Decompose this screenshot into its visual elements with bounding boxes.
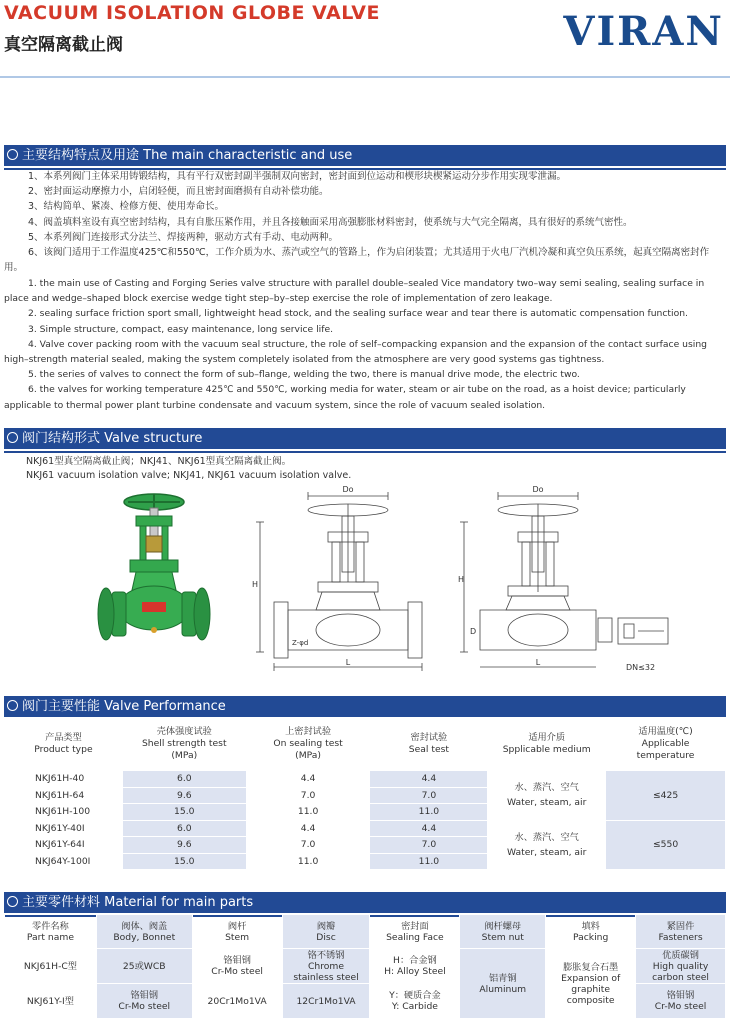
header-cell: 零件名称 Part name bbox=[5, 915, 97, 949]
header-cell: 阀体、阀盖 Body, Bonnet bbox=[96, 915, 192, 949]
cell-type: NKJ61Y-64I bbox=[5, 837, 123, 854]
table-row bbox=[5, 949, 726, 984]
cell-body: 铬钼钢 Cr-Mo steel bbox=[96, 984, 192, 1019]
section-header-main bbox=[4, 145, 726, 166]
cell-seal: 7.0 bbox=[370, 837, 488, 854]
dim-l-label: L bbox=[345, 658, 351, 667]
cell-type: NKJ61H-100 bbox=[5, 804, 123, 821]
cell-seal: 4.4 bbox=[370, 771, 488, 788]
cell-upper: 7.0 bbox=[246, 837, 370, 854]
cell-medium: 水、蒸汽、空气 Water, steam, air bbox=[488, 771, 606, 821]
header-cell: 阀杆螺母 Stem nut bbox=[460, 915, 546, 949]
cell-body: 25或WCB bbox=[96, 949, 192, 984]
cell-type: NKJ61Y-40I bbox=[5, 820, 123, 837]
cell-type: NKJ61H-40 bbox=[5, 771, 123, 788]
cell-disc: 12Cr1Mo1VA bbox=[282, 984, 370, 1019]
table-row bbox=[5, 820, 726, 837]
en-item: 3. Simple structure, compact, easy maintenance, long service life. bbox=[28, 323, 334, 335]
header-cell: 阀杆 Stem bbox=[192, 915, 282, 949]
cell-seal: H：合金钢 H: Alloy Steel bbox=[370, 949, 460, 984]
cn-item: 5、本系列阀门连接形式分法兰、焊接两种，驱动方式有手动、电动两种。 bbox=[28, 231, 339, 243]
cell-fastener: 铬钼钢 Cr-Mo steel bbox=[636, 984, 726, 1019]
cell-seal: 11.0 bbox=[370, 853, 488, 870]
cell-packing: 膨胀复合石墨 Expansion of graphite composite bbox=[546, 949, 636, 1019]
structure-line-en: NKJ61 vacuum isolation valve; NKJ41, NKJ61 vacuum isolation valve. bbox=[26, 470, 352, 481]
section-title: 阀门结构形式 Valve structure bbox=[22, 431, 203, 446]
bullet-circle-icon bbox=[7, 896, 18, 907]
dim-h-label: H bbox=[252, 580, 259, 589]
header-cell: 壳体强度试验 Shell strength test (MPa) bbox=[122, 718, 246, 771]
section-header-structure bbox=[4, 428, 726, 449]
cell-shell: 9.6 bbox=[122, 837, 246, 854]
cell-part: NKJ61H-C型 bbox=[5, 949, 97, 984]
header-divider bbox=[0, 76, 730, 78]
cell-shell: 6.0 bbox=[122, 771, 246, 788]
header-cell: 阀瓣 Disc bbox=[282, 915, 370, 949]
dim-d-label: D bbox=[470, 627, 477, 636]
cell-fastener: 优质碳钢 High quality carbon steel bbox=[636, 949, 726, 984]
cell-upper: 11.0 bbox=[246, 853, 370, 870]
cell-shell: 15.0 bbox=[122, 804, 246, 821]
cn-item: 3、结构简单、紧凑、检修方便、使用寿命长。 bbox=[28, 201, 225, 213]
table-header-row bbox=[5, 718, 726, 771]
note-dn: DN≤32 bbox=[626, 663, 656, 672]
header-cell: 适用介质 Spplicable medium bbox=[488, 718, 606, 771]
bullet-circle-icon bbox=[7, 149, 18, 160]
cell-upper: 7.0 bbox=[246, 787, 370, 804]
dim-h-label: H bbox=[458, 575, 465, 584]
brand-logo: VIRAN bbox=[563, 8, 724, 55]
header-cell: 适用温度(℃) Applicable temperature bbox=[606, 718, 726, 771]
cell-seal: 11.0 bbox=[370, 804, 488, 821]
table-header-row bbox=[5, 915, 726, 949]
section-title: 主要零件材料 Material for main parts bbox=[22, 895, 254, 910]
valve-drawing-welded bbox=[458, 482, 726, 672]
header-cell: 上密封试验 On sealing test (MPa) bbox=[246, 718, 370, 771]
valve-drawing-flanged bbox=[248, 482, 458, 672]
cell-type: NKJ61H-64 bbox=[5, 787, 123, 804]
characteristics-cn bbox=[4, 169, 726, 275]
material-table bbox=[4, 914, 726, 1019]
cell-nut: 铝青铜 Aluminum bbox=[460, 949, 546, 1019]
valve-product-photo bbox=[96, 490, 216, 665]
section-title: 主要结构特点及用途 The main characteristic and use bbox=[22, 148, 353, 163]
cell-seal: Y：硬质合金 Y: Carbide bbox=[370, 984, 460, 1019]
section-header-performance bbox=[4, 696, 726, 717]
cell-seal: 4.4 bbox=[370, 820, 488, 837]
structure-line-cn: NKJ61型真空隔离截止阀；NKJ41、NKJ61型真空隔离截止阀。 bbox=[26, 456, 292, 467]
dim-do-label: Do bbox=[342, 485, 354, 494]
structure-description bbox=[26, 455, 351, 483]
cell-shell: 15.0 bbox=[122, 853, 246, 870]
en-item: 4. Valve cover packing room with the vacuum seal structure, the role of self–compacking expansion and the expansion of the contact surface using high–strength material sealed, making the system completely isolated from the atmosphere are very good systems gas tightness. bbox=[4, 338, 707, 366]
cell-stem: 20Cr1Mo1VA bbox=[192, 984, 282, 1019]
cn-item: 1、本系列阀门主体采用铸锻结构，具有平行双密封副半强制双向密封，密封面到位运动和楔形块楔紧运动分步作用实现零泄漏。 bbox=[28, 171, 567, 182]
bullet-circle-icon bbox=[7, 432, 18, 443]
cn-item: 2、密封面运动摩擦力小，启闭轻便，而且密封面磨损有自动补偿功能。 bbox=[28, 186, 329, 198]
performance-table bbox=[4, 717, 726, 870]
cell-upper: 11.0 bbox=[246, 804, 370, 821]
header-cell: 紧固件 Fasteners bbox=[636, 915, 726, 949]
characteristics-en bbox=[4, 276, 726, 413]
cell-shell: 9.6 bbox=[122, 787, 246, 804]
cell-shell: 6.0 bbox=[122, 820, 246, 837]
en-item: 5. the series of valves to connect the form of sub–flange, welding the two, there is manual drive mode, the electric two. bbox=[28, 369, 580, 381]
title-cn: 真空隔离截止阀 bbox=[4, 35, 123, 55]
en-item: 1. the main use of Casting and Forging Series valve structure with parallel double–sealed Vice mandatory two–way semi sealing, sealing surface in place and wedge–shaped block exercise wedge tight step–by–step exercise the role of implementation of zero leakage. bbox=[4, 278, 705, 305]
dim-do-label: Do bbox=[532, 485, 544, 494]
title-en: VACUUM ISOLATION GLOBE VALVE bbox=[4, 2, 380, 24]
header-cell: 密封试验 Seal test bbox=[370, 718, 488, 771]
table-row bbox=[5, 771, 726, 788]
cell-type: NKJ64Y-100I bbox=[5, 853, 123, 870]
cn-item: 4、阀盖填料室设有真空密封结构，具有自胀压紧作用，并且各接触面采用高强膨胀材料密封，使系统与大气完全隔离，具有很好的系统气密性。 bbox=[28, 216, 633, 228]
cell-temp: ≤425 bbox=[606, 771, 726, 821]
dim-z-label: Z-φd bbox=[292, 639, 309, 647]
cell-medium: 水、蒸汽、空气 Water, steam, air bbox=[488, 820, 606, 870]
cell-seal: 7.0 bbox=[370, 787, 488, 804]
header-cell: 产品类型 Product type bbox=[5, 718, 123, 771]
cell-temp: ≤550 bbox=[606, 820, 726, 870]
en-item: 2. sealing surface friction sport small, lightweight head stock, and the sealing surface wear and tear there is automatic compensation function. bbox=[28, 308, 688, 320]
cell-upper: 4.4 bbox=[246, 771, 370, 788]
header-cell: 填料 Packing bbox=[546, 915, 636, 949]
bullet-circle-icon bbox=[7, 700, 18, 711]
en-item: 6. the valves for working temperature 425℃ and 550℃, working media for water, steam or air tube on the road, as a hoist device; particularly applicable to thermal power plant turbine condensate and vacuum system, since the role of vacuum sealed isolation. bbox=[4, 384, 686, 411]
section-header-material bbox=[4, 892, 726, 913]
cell-part: NKJ61Y-I型 bbox=[5, 984, 97, 1019]
section-title: 阀门主要性能 Valve Performance bbox=[22, 699, 226, 714]
cn-item: 6、该阀门适用于工作温度425℃和550℃，工作介质为水、蒸汽或空气的管路上，作为启闭装置；尤其适用于火电厂汽机冷凝和真空负压系统，起真空隔离密封作用。 bbox=[4, 247, 710, 274]
cell-upper: 4.4 bbox=[246, 820, 370, 837]
dim-l-label: L bbox=[535, 658, 541, 667]
header-cell: 密封面 Sealing Face bbox=[370, 915, 460, 949]
cell-disc: 铬不锈钢 Chrome stainless steel bbox=[282, 949, 370, 984]
cell-stem: 铬钼钢 Cr-Mo steel bbox=[192, 949, 282, 984]
